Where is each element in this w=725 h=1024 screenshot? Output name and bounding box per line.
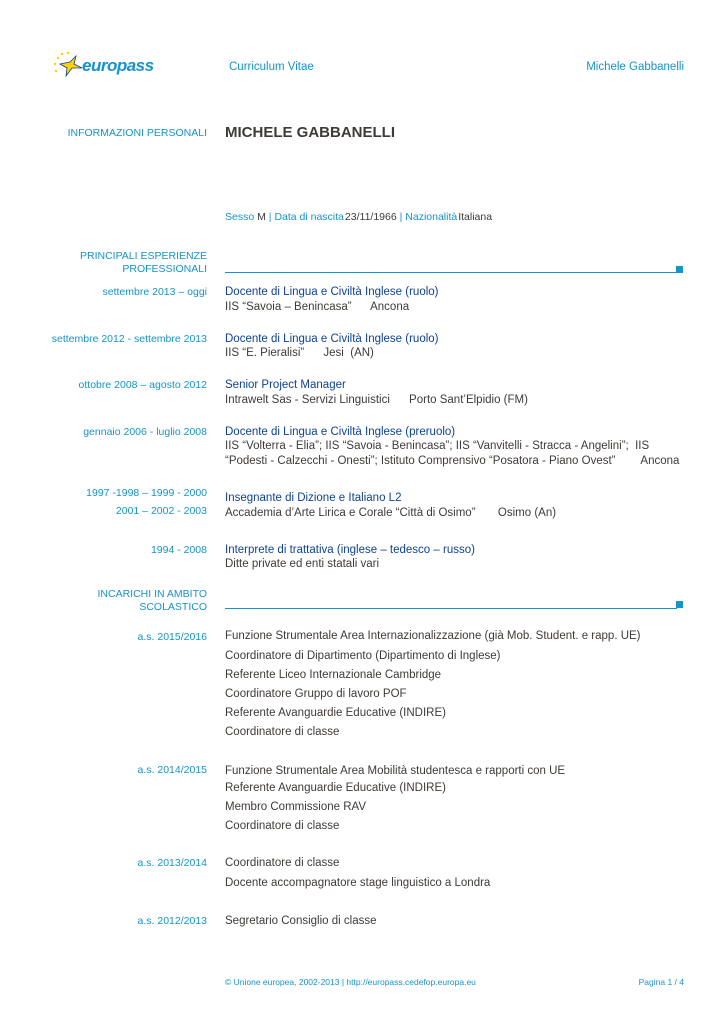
section-marker xyxy=(676,266,683,273)
experience-detail: IIS “Volterra - Elia”; IIS “Savoia - Benincasa”; IIS “Vanvitelli - Stracca - Angelini”; IIS xyxy=(225,440,650,452)
school-year-label: a.s. 2014/2015 xyxy=(137,764,207,776)
experience-date: 2001 – 2002 - 2003 xyxy=(115,505,207,517)
experience-detail: “Podesti - Calzecchi - Onesti”; Istituto Comprensivo “Posatora - Piano Ovest” Ancona xyxy=(225,455,680,467)
school-item: Coordinatore Gruppo di lavoro POF xyxy=(225,688,407,700)
experience-detail: IIS “E. Pieralisi” Jesi (AN) xyxy=(225,347,374,359)
header-name: Michele Gabbanelli xyxy=(586,61,684,73)
school-section-label: INCARICHI IN AMBITO SCOLASTICO xyxy=(97,588,207,613)
school-item: Docente accompagnatore stage linguistico a Londra xyxy=(225,877,491,889)
school-year-label: a.s. 2013/2014 xyxy=(137,857,207,869)
europass-logo xyxy=(52,50,152,80)
school-item: Coordinatore di classe xyxy=(225,857,340,869)
section-divider xyxy=(225,608,677,609)
experience-section-label: PRINCIPALI ESPERIENZE PROFESSIONALI xyxy=(79,250,207,275)
experience-title: Senior Project Manager xyxy=(225,379,346,391)
experience-date: 1997 -1998 – 1999 - 2000 xyxy=(86,487,207,499)
person-name: MICHELE GABBANELLI xyxy=(225,124,395,141)
experience-date: settembre 2013 – oggi xyxy=(102,286,207,298)
school-item: Referente Avanguardie Educative (INDIRE) xyxy=(225,782,446,794)
footer-page-number: Pagina 1 / 4 xyxy=(638,977,684,987)
nazionalita-label: Nazionalità xyxy=(405,211,458,223)
experience-detail: IIS “Savoia – Benincasa” Ancona xyxy=(225,301,410,313)
experience-title: Docente di Lingua e Civiltà Inglese (preruolo) xyxy=(225,426,456,438)
sesso-value: M xyxy=(257,211,266,223)
separator: | xyxy=(399,211,403,223)
nazionalita-value: Italiana xyxy=(458,211,493,223)
school-item: Coordinatore di Dipartimento (Dipartimento di Inglese) xyxy=(225,650,501,662)
experience-date: 1994 - 2008 xyxy=(150,544,207,556)
sesso-label: Sesso xyxy=(225,211,255,223)
section-divider xyxy=(225,272,677,273)
school-item: Referente Liceo Internazionale Cambridge xyxy=(225,669,442,681)
experience-detail: Intrawelt Sas - Servizi Linguistici Porto Sant’Elpidio (FM) xyxy=(225,394,528,406)
school-year-label: a.s. 2015/2016 xyxy=(137,631,207,643)
school-item: Funzione Strumentale Area Internazionalizzazione (già Mob. Student. e rapp. UE) xyxy=(225,630,641,642)
experience-title: Docente di Lingua e Civiltà Inglese (ruolo) xyxy=(225,333,439,345)
experience-date: gennaio 2006 - luglio 2008 xyxy=(83,426,207,438)
nascita-value: 23/11/1966 xyxy=(344,211,397,223)
school-item: Funzione Strumentale Area Mobilità studentesca e rapporti con UE xyxy=(225,765,566,777)
personal-details xyxy=(225,211,492,223)
experience-title: Interprete di trattativa (inglese – tedesco – russo) xyxy=(225,544,475,556)
experience-date: ottobre 2008 – agosto 2012 xyxy=(78,379,207,391)
experience-title: Insegnante di Dizione e Italiano L2 xyxy=(225,492,402,504)
school-item: Coordinatore di classe xyxy=(225,726,340,738)
personal-section-label: INFORMAZIONI PERSONALI xyxy=(67,127,207,139)
school-year-label: a.s. 2012/2013 xyxy=(137,915,207,927)
header-doc-type: Curriculum Vitae xyxy=(229,61,314,73)
section-marker xyxy=(676,601,683,608)
school-item: Membro Commissione RAV xyxy=(225,801,367,813)
school-item: Segretario Consiglio di classe xyxy=(225,915,377,927)
footer-copyright: © Unione europea, 2002-2013 | http://europass.cedefop.europa.eu xyxy=(225,977,476,987)
school-item: Coordinatore di classe xyxy=(225,820,340,832)
separator: | xyxy=(268,211,272,223)
logo-text: europass xyxy=(82,56,154,75)
experience-detail: Accademia d’Arte Lirica e Corale “Città di Osimo” Osimo (An) xyxy=(225,507,557,519)
experience-detail: Ditte private ed enti statali vari xyxy=(225,558,380,570)
school-item: Referente Avanguardie Educative (INDIRE) xyxy=(225,707,446,719)
experience-title: Docente di Lingua e Civiltà Inglese (ruolo) xyxy=(225,286,439,298)
nascita-label: Data di nascita xyxy=(274,211,344,223)
experience-date: settembre 2012 - settembre 2013 xyxy=(51,333,207,345)
